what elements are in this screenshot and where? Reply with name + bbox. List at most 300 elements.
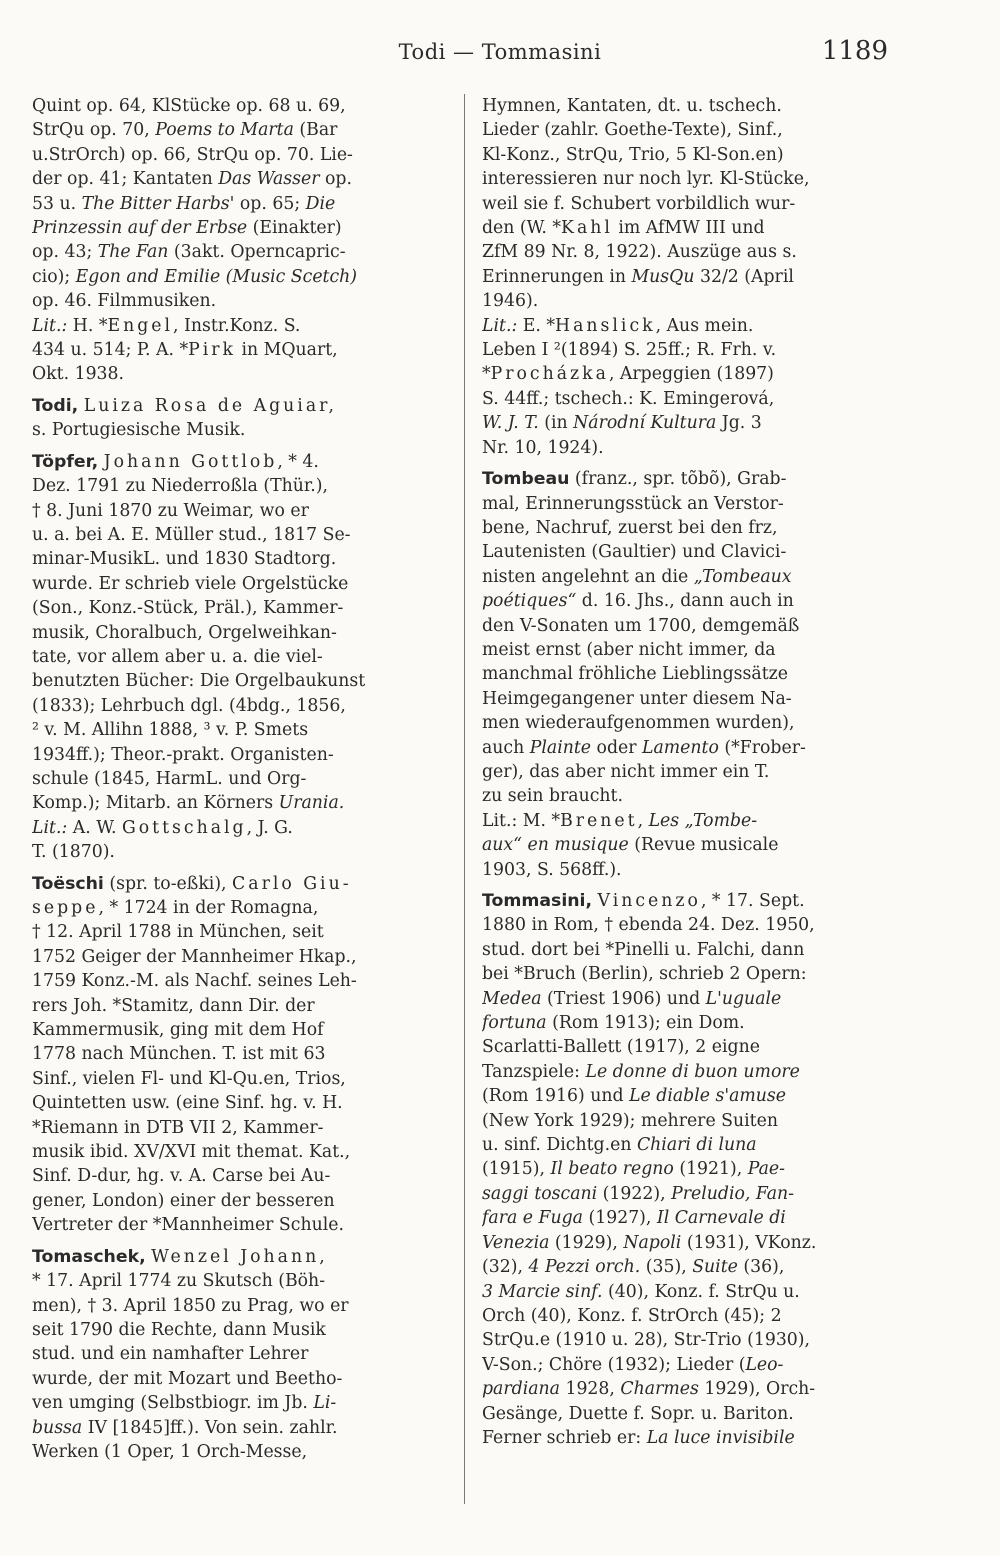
text-segment: 32/2 (April [694, 266, 794, 287]
text-line [482, 858, 914, 882]
text-segment: † 12. April 1788 in München, seit [32, 922, 324, 943]
text-line [482, 1084, 914, 1108]
text-segment: 1880 in Rom, † ebenda 24. Dez. 1950, [482, 915, 815, 936]
text-segment: Charmes [620, 1379, 699, 1400]
text-line [482, 913, 914, 937]
text-segment: fara e Fuga [482, 1208, 583, 1229]
text-line [32, 1116, 460, 1140]
text-line [482, 638, 914, 662]
text-line [482, 289, 914, 313]
text-line [32, 816, 460, 840]
text-segment: Leben I ²(1894) S. 25ff.; R. Frh. v. [482, 340, 777, 361]
text-line [32, 314, 460, 338]
text-segment: , Aus mein. [655, 315, 754, 336]
text-line [32, 362, 460, 386]
text-line [482, 94, 914, 118]
text-line [482, 1133, 914, 1157]
text-line [482, 240, 914, 264]
text-segment: Il Carnevale di [656, 1208, 786, 1229]
text-segment: 1934ff.); Theor.-prakt. Organisten- [32, 744, 334, 765]
entry-headword: Tombeau [482, 469, 570, 490]
left-paragraph [32, 1245, 460, 1465]
text-line [32, 669, 460, 693]
text-segment: Quintetten usw. (eine Sinf. hg. v. H. [32, 1093, 343, 1114]
text-segment: V-Son.; Chöre (1932); Lieder ( [482, 1354, 746, 1375]
text-line [32, 1042, 460, 1066]
text-segment: op. 43; [32, 242, 98, 263]
text-line [32, 767, 460, 791]
text-line [482, 833, 914, 857]
text-segment: auch [482, 737, 530, 758]
text-line [32, 969, 460, 993]
text-line [482, 467, 914, 491]
text-segment: d. 16. Jhs., dann auch in [576, 591, 794, 612]
text-segment: (35), [640, 1257, 693, 1278]
column-divider [464, 94, 465, 1504]
text-line [32, 338, 460, 362]
text-segment: Pirk [188, 340, 237, 361]
text-segment: Lit.: [482, 315, 518, 336]
text-segment: (Triest 1906) und [541, 988, 706, 1009]
text-line [32, 94, 460, 118]
text-line [32, 1189, 460, 1213]
text-segment: Hymnen, Kantaten, dt. u. tschech. [482, 96, 782, 116]
text-segment: (1931), VKonz. [681, 1232, 817, 1253]
text-line [482, 1328, 914, 1352]
text-segment: * 17. April 1774 zu Skutsch (Böh- [32, 1271, 326, 1292]
entry-headword: Toëschi [32, 873, 104, 894]
text-segment: Plainte [529, 737, 592, 758]
text-segment: ² v. M. Allihn 1888, ³ v. P. Smets [32, 720, 309, 741]
text-segment: interessieren nur noch lyr. Kl-Stücke, [482, 169, 810, 190]
text-segment: (3akt. Operncapric- [168, 242, 346, 263]
text-segment: StrQu.e (1910 u. 28), Str-Trio (1930), [482, 1330, 811, 1351]
text-line [482, 118, 914, 142]
text-line [32, 1245, 460, 1269]
text-segment: , Arpeggien (1897) [608, 364, 774, 385]
text-line [32, 167, 460, 191]
text-segment: schule (1845, HarmL. und Org- [32, 768, 307, 789]
text-line [482, 1402, 914, 1426]
text-line [32, 840, 460, 864]
text-segment: Tanzspiele: [482, 1061, 586, 1082]
text-segment: meist ernst (aber nicht immer, da [482, 639, 776, 660]
text-line [32, 1440, 460, 1464]
text-segment: (1927), [582, 1208, 657, 1229]
text-segment: , * 4. [277, 451, 319, 472]
text-line [482, 1182, 914, 1206]
text-line [32, 1018, 460, 1042]
text-line [32, 621, 460, 645]
text-segment: weil sie f. Schubert vorbildlich wur- [482, 193, 796, 214]
text-segment: cio); [32, 266, 76, 287]
text-segment: , Instr.Konz. S. [173, 315, 301, 336]
text-segment: den V-Sonaten um 1700, demgemäß [482, 615, 800, 636]
text-segment: den (W. * [482, 218, 562, 239]
text-segment: (Revue musicale [628, 835, 779, 856]
text-segment: Preludio, Fan- [671, 1183, 794, 1204]
text-segment: (32), [482, 1257, 529, 1278]
text-line [482, 760, 914, 784]
text-line [32, 394, 460, 418]
text-segment: oder [591, 737, 642, 758]
text-segment: fortuna [482, 1013, 547, 1034]
text-segment: seppe [32, 898, 99, 918]
text-segment: pardiana [482, 1379, 560, 1400]
text-segment: Lamento [642, 737, 719, 758]
text-line [482, 1377, 914, 1401]
text-line [482, 1353, 914, 1377]
text-segment: Brenet [560, 810, 638, 831]
left-column [32, 94, 460, 1471]
text-line [32, 499, 460, 523]
text-segment: Chiari di luna [636, 1135, 757, 1156]
text-line [32, 450, 460, 474]
text-segment: (Son., Konz.-Stück, Präl.), Kammer- [32, 598, 344, 619]
text-line [482, 711, 914, 735]
text-segment: wurde. Er schrieb viele Orgelstücke [32, 573, 349, 594]
text-segment: Dez. 1791 zu Niederroßla (Thür.), [32, 476, 328, 497]
text-line [32, 791, 460, 815]
text-line [32, 474, 460, 498]
text-segment: ZfM 89 Nr. 8, 1922). Auszüge aus s. [482, 242, 797, 263]
text-segment: Das Wasser [218, 169, 320, 190]
text-segment: (franz., spr. tõbõ), Grab- [569, 469, 787, 490]
left-paragraph [32, 450, 460, 865]
text-line [482, 1011, 914, 1035]
entry-headword: Tommasini, [482, 891, 593, 911]
text-line [32, 1391, 460, 1415]
text-segment: (40), Konz. f. StrQu u. [602, 1281, 800, 1302]
text-segment: * [482, 364, 491, 385]
text-line [482, 662, 914, 686]
text-segment: A. W. [67, 817, 122, 838]
text-segment: Quint op. 64, KlStücke op. 68 u. 69, [32, 96, 346, 116]
text-line [32, 118, 460, 142]
text-line [482, 1060, 914, 1084]
text-line [482, 167, 914, 191]
text-line [482, 1206, 914, 1230]
text-line [482, 338, 914, 362]
text-segment: mal, Erinnerungsstück an Verstor- [482, 493, 784, 514]
text-segment: H. * [67, 315, 108, 336]
text-line [482, 784, 914, 808]
text-line [482, 411, 914, 435]
text-segment: Sinf. D-dur, hg. v. A. Carse bei Au- [32, 1166, 331, 1187]
text-line [32, 265, 460, 289]
text-segment: u. sinf. Dichtg.en [482, 1135, 637, 1156]
text-segment: 1929), Orch- [698, 1379, 816, 1400]
text-segment: Nr. 10, 1924). [482, 437, 604, 458]
text-line [482, 1255, 914, 1279]
text-segment: (1921), [673, 1159, 748, 1180]
text-segment: Vincenzo [597, 891, 701, 911]
text-line [482, 962, 914, 986]
text-segment: Gesänge, Duette f. Sopr. u. Bariton. [482, 1403, 794, 1424]
text-segment: nisten angelehnt an die [482, 566, 694, 587]
text-segment: u.StrOrch) op. 66, StrQu op. 70. Lie- [32, 144, 353, 165]
text-segment: bei *Bruch (Berlin), schrieb 2 Opern: [482, 964, 807, 985]
text-segment: (Bar [293, 120, 338, 141]
text-line [32, 1318, 460, 1342]
text-line [32, 192, 460, 216]
text-segment: in MQuart, [236, 340, 338, 361]
text-segment: Werken (1 Oper, 1 Orch-Messe, [32, 1441, 308, 1462]
text-segment: 3 Marcie sinf. [482, 1281, 603, 1302]
text-line [32, 1269, 460, 1293]
text-line [32, 596, 460, 620]
text-segment: Luiza Rosa de Aguiar, [83, 395, 337, 416]
text-line [482, 436, 914, 460]
text-line [32, 945, 460, 969]
text-line [32, 216, 460, 240]
text-line [482, 1304, 914, 1328]
text-line [32, 1416, 460, 1440]
entry-headword: Tomaschek, [32, 1246, 146, 1267]
text-line [482, 492, 914, 516]
text-segment: rers Joh. *Stamitz, dann Dir. der [32, 995, 315, 1016]
text-segment: Lit.: [32, 315, 68, 336]
text-line [32, 547, 460, 571]
text-segment: Poems to Marta [155, 120, 294, 141]
text-segment: 53 u. [32, 193, 82, 214]
text-line [32, 1067, 460, 1091]
text-line [482, 809, 914, 833]
text-segment: E. * [517, 315, 556, 336]
text-segment: 1759 Konz.-M. als Nachf. seines Leh- [32, 971, 357, 992]
text-segment: StrQu op. 70, [32, 120, 156, 141]
text-line [482, 987, 914, 1011]
text-line [482, 516, 914, 540]
text-segment: , * 1724 in der Romagna, [98, 898, 319, 918]
text-line [32, 1213, 460, 1237]
page-header [0, 36, 1000, 70]
text-segment: ger), das aber nicht immer ein T. [482, 761, 770, 782]
text-segment: stud. und ein namhafter Lehrer [32, 1344, 309, 1365]
text-segment: s. Portugiesische Musik. [32, 420, 246, 441]
text-segment: 434 u. 514; P. A. * [32, 340, 189, 361]
text-line [482, 314, 914, 338]
text-segment: Okt. 1938. [32, 364, 125, 385]
text-segment: musik ibid. XV/XVI mit themat. Kat., [32, 1142, 351, 1163]
text-segment: Engel [107, 315, 174, 336]
text-line [32, 143, 460, 167]
text-line [482, 1035, 914, 1059]
page-number: 1189 [821, 36, 888, 66]
text-segment: IV [1845]ff.). Von sein. zahlr. [82, 1417, 338, 1438]
text-segment: zu sein braucht. [482, 786, 623, 807]
text-segment: MusQu [631, 266, 695, 287]
text-line [32, 1294, 460, 1318]
text-line [32, 896, 460, 920]
text-line [482, 938, 914, 962]
text-segment: 1946). [482, 291, 539, 312]
text-line [32, 872, 460, 896]
text-segment: (Rom 1916) und [482, 1086, 630, 1107]
text-line [32, 572, 460, 596]
text-line [482, 192, 914, 216]
text-line [482, 540, 914, 564]
text-segment: bussa [32, 1417, 83, 1438]
text-segment: Sinf., vielen Fl- und Kl-Qu.en, Trios, [32, 1068, 346, 1089]
text-line [482, 687, 914, 711]
text-segment: Vertreter der *Mannheimer Schule. [32, 1215, 344, 1236]
text-segment: Lit.: M. * [482, 810, 561, 831]
text-line [32, 645, 460, 669]
text-segment: seit 1790 die Rechte, dann Musik [32, 1319, 326, 1340]
text-segment: 1752 Geiger der Mannheimer Hkap., [32, 946, 357, 967]
entry-headword: Todi, [32, 395, 79, 416]
text-segment: Heimgegangener unter diesem Na- [482, 688, 792, 709]
right-paragraph [482, 94, 914, 460]
text-segment: (1922), [597, 1183, 672, 1204]
text-segment: saggi toscani [482, 1183, 598, 1204]
text-segment: (Einakter) [247, 218, 342, 239]
text-segment: Národní Kultura [573, 413, 717, 434]
right-paragraph [482, 467, 914, 882]
text-line [32, 418, 460, 442]
text-segment: *Riemann in DTB VII 2, Kammer- [32, 1117, 324, 1138]
text-line [32, 694, 460, 718]
text-line [482, 614, 914, 638]
text-segment: wurde, der mit Mozart und Beetho- [32, 1368, 343, 1389]
text-segment: men), † 3. April 1850 zu Prag, wo er [32, 1295, 349, 1316]
text-segment: benutzten Bücher: Die Orgelbaukunst [32, 671, 366, 692]
right-paragraph [482, 889, 914, 1450]
text-line [482, 1157, 914, 1181]
text-segment: Les „Tombe- [648, 810, 758, 831]
text-line [32, 920, 460, 944]
text-segment: (1929), [549, 1232, 624, 1253]
text-segment: Johann Gottlob [103, 451, 278, 472]
left-paragraph [32, 872, 460, 1238]
text-segment: Gottschalg [121, 817, 247, 838]
text-segment: (36), [737, 1257, 785, 1278]
text-line [482, 216, 914, 240]
text-segment: (in [538, 413, 574, 434]
text-line [32, 1140, 460, 1164]
right-column [482, 94, 914, 1457]
text-line [482, 265, 914, 289]
text-line [32, 289, 460, 313]
text-segment: im AfMW III und [612, 218, 765, 239]
text-segment: 1903, S. 568ff.). [482, 859, 622, 880]
text-segment: Il beato regno [550, 1159, 674, 1180]
text-segment: ven umging (Selbstbiogr. im Jb. [32, 1393, 314, 1414]
text-segment: Leo- [745, 1354, 784, 1375]
text-segment: Egon and Emilie (Music Scetch) [75, 266, 358, 287]
text-segment: Medea [482, 988, 542, 1009]
text-segment: L'uguale [705, 988, 782, 1009]
text-segment: , * 17. Sept. [700, 891, 805, 911]
text-segment: Kahl [561, 218, 613, 239]
text-line [482, 1280, 914, 1304]
text-segment: (1915), [482, 1159, 551, 1180]
text-segment: Suite [692, 1257, 738, 1278]
text-segment: S. 44ff.; tschech.: K. Emingerová, [482, 388, 775, 409]
text-line [482, 1426, 914, 1450]
text-segment: „Tombeaux [693, 566, 792, 587]
text-segment: Le donne di buon umore [585, 1061, 800, 1082]
text-line [32, 718, 460, 742]
text-segment: Kl-Konz., StrQu, Trio, 5 Kl-Son.en) [482, 144, 784, 165]
text-segment: La luce invisibile [646, 1427, 795, 1448]
text-segment: Die [305, 193, 336, 214]
text-segment: Lautenisten (Gaultier) und Clavici- [482, 542, 787, 563]
text-segment: stud. dort bei *Pinelli u. Falchi, dann [482, 939, 805, 960]
text-segment: (spr. to-eßki), [103, 873, 233, 894]
text-segment: The Fan [97, 242, 169, 263]
text-segment: , [319, 1246, 325, 1267]
text-segment: T. (1870). [32, 842, 115, 863]
left-paragraph [32, 394, 460, 443]
text-segment: Prinzessin auf der Erbse [32, 218, 248, 239]
text-segment: op. 46. Filmmusiken. [32, 291, 217, 312]
text-line [482, 387, 914, 411]
text-line [32, 523, 460, 547]
text-line [482, 1109, 914, 1133]
text-segment: (*Frober- [718, 737, 806, 758]
text-segment: Komp.); Mitarb. an Körners [32, 793, 279, 814]
text-segment: u. a. bei A. E. Müller stud., 1817 Se- [32, 524, 351, 545]
text-line [32, 1164, 460, 1188]
text-segment: Lieder (zahlr. Goethe-Texte), Sinf., [482, 120, 783, 141]
text-line [32, 1342, 460, 1366]
running-head: Todi — Tommasini [398, 40, 602, 64]
text-segment: Jg. 3 [716, 413, 762, 434]
text-segment: op. 65; [234, 193, 306, 214]
text-segment: , [637, 810, 649, 831]
text-segment: Kammermusik, ging mit dem Hof [32, 1020, 324, 1041]
text-line [32, 1091, 460, 1115]
text-segment: Pae- [747, 1159, 786, 1180]
text-segment: Urania. [278, 793, 345, 814]
text-segment: minar-MusikL. und 1830 Stadtorg. [32, 549, 337, 570]
text-segment: Venezia [482, 1232, 550, 1253]
text-segment: (1833); Lehrbuch dgl. (4bdg., 1856, [32, 695, 346, 716]
text-segment: Napoli [623, 1232, 682, 1253]
text-line [482, 589, 914, 613]
text-segment: Li- [313, 1393, 337, 1414]
text-segment: (Rom 1913); ein Dom. [546, 1013, 745, 1034]
text-segment: (New York 1929); mehrere Suiten [482, 1110, 778, 1131]
text-segment: 1928, [559, 1379, 621, 1400]
text-segment: Erinnerungen in [482, 266, 632, 287]
text-segment: The Bitter Harbs' [81, 193, 235, 214]
text-line [482, 889, 914, 913]
entry-headword: Töpfer, [32, 451, 99, 472]
text-segment: 4 Pezzi orch. [528, 1257, 641, 1278]
text-segment: tate, vor allem aber u. a. die viel- [32, 646, 323, 667]
text-line [32, 994, 460, 1018]
text-segment: Wenzel Johann [151, 1246, 320, 1267]
text-segment: musik, Choralbuch, Orgelweihkan- [32, 622, 337, 643]
text-segment: Procházka [490, 364, 609, 385]
text-line [482, 143, 914, 167]
text-segment: Orch (40), Konz. f. StrOrch (45); 2 [482, 1305, 782, 1326]
text-segment: Lit.: [32, 817, 68, 838]
text-segment: 1778 nach München. T. ist mit 63 [32, 1044, 326, 1065]
text-segment: , J. G. [246, 817, 293, 838]
text-segment: manchmal fröhliche Lieblingssätze [482, 664, 788, 685]
text-segment: Le diable s'amuse [629, 1086, 787, 1107]
text-segment: W. J. T. [482, 413, 539, 434]
text-segment: aux“ en musique [482, 835, 629, 856]
text-line [482, 565, 914, 589]
text-segment: Carlo Giu- [232, 873, 352, 894]
text-segment: der op. 41; Kantaten [32, 169, 219, 190]
text-segment: bene, Nachruf, zuerst bei den frz, [482, 517, 778, 538]
